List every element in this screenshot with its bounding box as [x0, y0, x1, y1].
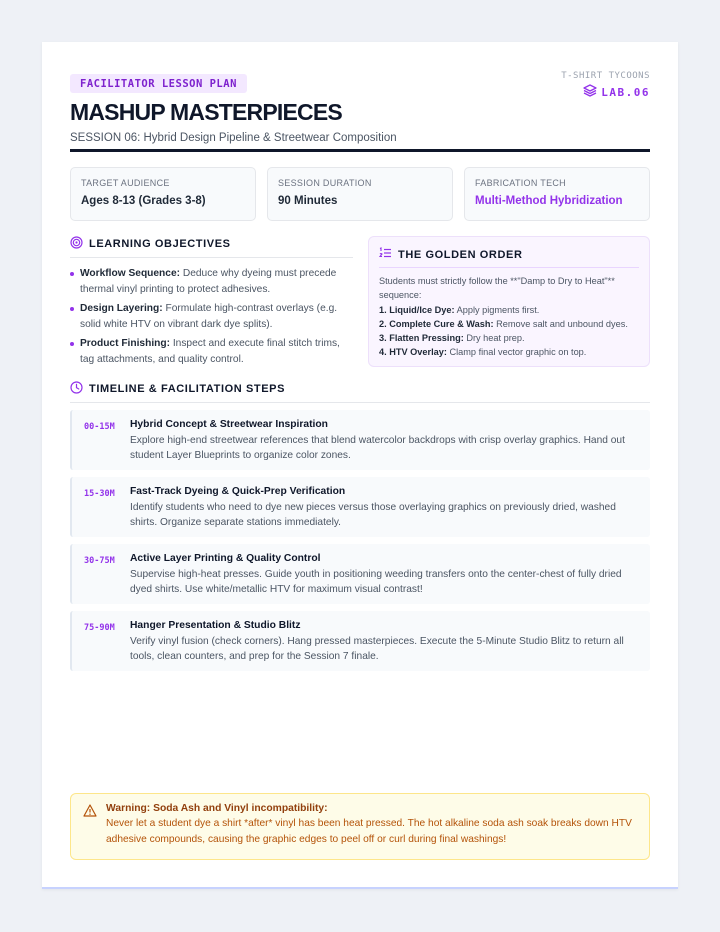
step-desc: Explore high-end streetwear references that blend watercolor backdrops with crisp overlay graphics. Hand out student Layer Blueprints to organize color zones. [130, 435, 625, 462]
timeline-step [70, 477, 650, 537]
header-divider [70, 149, 650, 152]
step-body [130, 620, 638, 671]
step-time: 75-90M [84, 623, 115, 633]
page-title: MASHUP MASTERPIECES [70, 99, 342, 125]
doc-type-badge: FACILITATOR LESSON PLAN [70, 74, 247, 93]
timeline-heading [70, 381, 650, 403]
info-card-tech [464, 167, 650, 221]
card-label: SESSION DURATION [278, 178, 372, 188]
layers-icon [583, 84, 597, 100]
list-item [379, 331, 639, 345]
list-item [379, 317, 639, 331]
golden-step-term: 3. Flatten Pressing: [379, 333, 464, 344]
step-desc: Supervise high-heat presses. Guide youth in positioning weeding transfers onto the center-chest of fully dried dyed shirts. Use white/metallic HTV for maximum visual contrast! [130, 569, 622, 596]
objective-term: Product Finishing: [80, 338, 170, 349]
list-item [70, 336, 353, 367]
objective-term: Workflow Sequence: [80, 268, 181, 279]
timeline-step [70, 544, 650, 604]
objective-term: Design Layering: [80, 303, 163, 314]
objectives-title: LEARNING OBJECTIVES [89, 238, 231, 250]
step-time: 15-30M [84, 489, 115, 499]
objective-text: Formulate high-contrast overlays (e.g. solid white HTV on vibrant dark dye splits). [80, 303, 338, 330]
objective-text: Inspect and execute final stitch trims, tag attachments, and quality control. [80, 338, 340, 365]
step-title: Hybrid Concept & Streetwear Inspiration [130, 419, 328, 430]
page-subtitle: SESSION 06: Hybrid Design Pipeline & Streetwear Composition [70, 132, 397, 144]
step-time: 00-15M [84, 422, 115, 432]
warning-icon [83, 803, 97, 859]
step-body [130, 553, 638, 604]
golden-title: THE GOLDEN ORDER [398, 248, 523, 261]
objectives-list [70, 266, 353, 367]
golden-step-text: Remove salt and unbound dyes. [496, 318, 628, 329]
golden-heading [379, 247, 639, 268]
step-title: Active Layer Printing & Quality Control [130, 553, 321, 564]
brand-name: T-SHIRT TYCOONS [561, 71, 650, 81]
timeline-step [70, 410, 650, 470]
objectives-heading [70, 236, 353, 258]
brand-lab-label: LAB.06 [601, 85, 650, 99]
clock-icon [70, 381, 83, 397]
target-icon [70, 236, 83, 252]
info-card-duration [267, 167, 453, 221]
brand-block [561, 71, 650, 100]
warning-callout [70, 793, 650, 860]
golden-step-text: Apply pigments first. [456, 304, 540, 315]
step-title: Fast-Track Dyeing & Quick-Prep Verification [130, 486, 346, 497]
golden-body [379, 274, 639, 360]
card-value: Ages 8-13 (Grades 3-8) [81, 195, 206, 207]
warning-text: Never let a student dye a shirt *after* vinyl has been heat pressed. The hot alkaline soda ash soak breaks down HTV adhesive compounds, causing the graphic edges to peel off or curl during final washings! [106, 818, 632, 845]
golden-intro: Students must strictly follow the **"Damp to Dry to Heat"** sequence: [379, 276, 615, 301]
objective-text: Deduce why dyeing must precede thermal vinyl printing to protect adhesives. [80, 268, 337, 295]
timeline-title: TIMELINE & FACILITATION STEPS [89, 383, 286, 395]
step-desc: Identify students who need to dye new pieces versus those overlaying graphics on previously dried, washed shirts. Organize separate stations immediately. [130, 502, 616, 529]
info-card-audience [70, 167, 256, 221]
list-item [379, 345, 639, 359]
step-body [130, 419, 638, 470]
warning-title: Warning: Soda Ash and Vinyl incompatibility: [106, 803, 328, 814]
step-body [130, 486, 638, 537]
list-item [379, 303, 639, 317]
list-item [70, 301, 353, 332]
list-item [70, 266, 353, 297]
step-desc: Verify vinyl fusion (check corners). Hang pressed masterpieces. Execute the 5-Minute Studio Blitz to return all tools, clean counters, and prep for the Session 7 finale. [130, 636, 624, 663]
info-cards [70, 167, 650, 221]
golden-order-box [368, 236, 650, 367]
timeline-step [70, 611, 650, 671]
golden-step-term: 1. Liquid/Ice Dye: [379, 304, 455, 315]
card-label: TARGET AUDIENCE [81, 178, 170, 188]
card-label: FABRICATION TECH [475, 178, 566, 188]
step-title: Hanger Presentation & Studio Blitz [130, 620, 301, 631]
list-icon [379, 247, 392, 262]
lesson-plan-page [42, 42, 678, 889]
header [70, 71, 650, 144]
timeline-steps [70, 410, 650, 671]
learning-objectives [70, 236, 353, 371]
brand-lab [561, 84, 650, 100]
golden-step-text: Dry heat prep. [466, 333, 525, 344]
golden-step-term: 4. HTV Overlay: [379, 347, 447, 358]
card-value: 90 Minutes [278, 195, 338, 207]
golden-step-text: Clamp final vector graphic on top. [449, 347, 587, 358]
step-time: 30-75M [84, 556, 115, 566]
warning-body [106, 803, 637, 859]
timeline-section [70, 381, 650, 678]
card-value: Multi-Method Hybridization [475, 195, 623, 207]
golden-step-term: 2. Complete Cure & Wash: [379, 318, 494, 329]
